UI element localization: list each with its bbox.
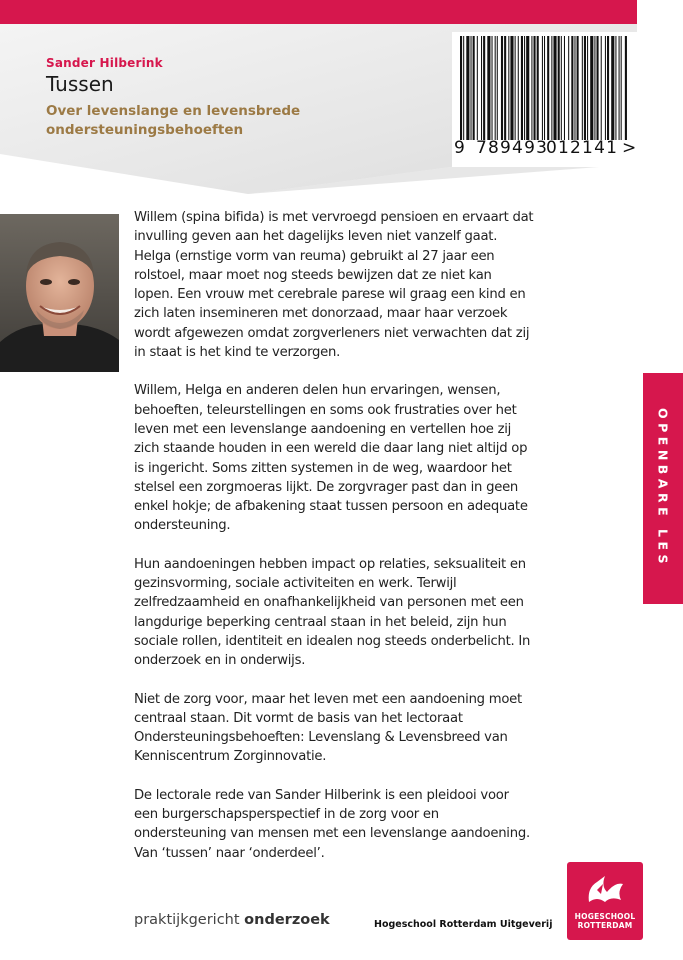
barcode-bar <box>547 36 549 140</box>
top-accent-bar <box>0 0 637 24</box>
blurb-paragraph-4: Niet de zorg voor, maar het leven met een aandoening moet centraal staan. Dit vormt de basis van het lectoraat Ondersteuningsbehoeften: Levenslang & Levensbreed van Kenniscentrum Zorginnovatie. <box>134 691 522 765</box>
author-photo <box>0 214 119 372</box>
barcode-bar <box>611 36 614 140</box>
barcode-bar <box>521 36 523 140</box>
hr-logo-text <box>567 912 643 930</box>
barcode-bar <box>504 36 506 140</box>
series-bold: onderzoek <box>244 912 330 928</box>
blurb-paragraph-2: Willem, Helga en anderen delen hun ervaringen, wensen, behoeften, teleurstellingen en soms ook frustraties over het leven met een levenslange aandoening en vertellen hoe zij zich staande houden in een wereld die daar lang niet altijd op is ingericht. Soms zitten systemen in de weg, waardoor het stelsel een zorgmoeras lijkt. De zorgvrager past dan in geen enkel hokje; de afbakening staat tussen persoon en adequate ondersteuning. <box>134 383 528 534</box>
barcode-bar <box>584 36 586 140</box>
barcode-bar <box>568 36 569 140</box>
hogeschool-rotterdam-logo <box>567 862 643 940</box>
series-name <box>134 912 330 928</box>
barcode-bar <box>564 36 565 140</box>
blurb-paragraph-3: Hun aandoeningen hebben impact op relaties, seksualiteit en gezinsvorming, sociale activiteiten en werk. Terwijl zelfredzaamheid en onafhankelijkheid van personen met een langdurige beperking centraal staan in het beleid, zijn hun sociale rollen, identiteit en idealen nog steeds onderbelicht. In onderzoek en in onderwijs. <box>134 556 531 669</box>
logo-line-2: ROTTERDAM <box>577 921 633 930</box>
author-name: Sander Hilberink <box>46 56 163 70</box>
barcode-bar <box>492 36 493 140</box>
barcode-bar <box>473 36 475 140</box>
barcode-bar <box>587 36 588 140</box>
barcode-group-2: 012141 <box>546 138 619 158</box>
barcode-bar <box>621 36 622 140</box>
barcode-bar <box>495 36 496 140</box>
blurb-paragraph-5: De lectorale rede van Sander Hilberink is een pleidooi voor een burgerschapsperspectief in de zorg voor en ondersteuning van mensen met een levenslange aandoening. Van ‘tussen’ naar ‘onderdeel’. <box>134 787 530 861</box>
back-cover-blurb <box>134 208 534 882</box>
publisher-name: Hogeschool Rotterdam Uitgeverij <box>374 919 553 930</box>
subtitle-line-1: Over levenslange en levensbrede <box>46 103 301 119</box>
book-subtitle <box>46 102 346 140</box>
barcode-lead-digit: 9 <box>454 138 465 158</box>
barcode-group-1: 789493 <box>476 138 549 158</box>
barcode-bar <box>574 36 575 140</box>
barcode-bar <box>577 36 579 140</box>
subtitle-line-2: ondersteuningsbehoeften <box>46 122 244 138</box>
barcode-bar <box>497 36 498 140</box>
barcode-bar <box>508 36 509 140</box>
barcode-bar <box>558 36 560 140</box>
barcode-bar <box>615 36 616 140</box>
barcode-bars <box>458 36 632 140</box>
barcode-bar <box>460 36 462 140</box>
side-tab-label: OPENBARE LES <box>655 407 671 569</box>
barcode-bar <box>605 36 606 140</box>
barcode-bar <box>553 36 556 140</box>
barcode-bar <box>501 36 503 140</box>
barcode-marker: > <box>622 138 637 158</box>
author-portrait-image <box>0 214 119 372</box>
barcode-bar <box>561 36 562 140</box>
barcode-bar <box>601 36 602 140</box>
barcode-bar <box>481 36 482 140</box>
book-title: Tussen <box>46 72 114 96</box>
barcode-bar <box>518 36 519 140</box>
barcode-bar <box>515 36 516 140</box>
barcode-bar <box>607 36 609 140</box>
barcode-bar <box>551 36 552 140</box>
hr-logo-icon <box>567 862 643 912</box>
barcode-bar <box>510 36 513 140</box>
isbn-barcode <box>452 32 638 167</box>
barcode-bar <box>544 36 545 140</box>
barcode-bar <box>477 36 478 140</box>
series-side-tab <box>643 373 683 604</box>
barcode-bar <box>487 36 490 140</box>
barcode-bar <box>594 36 595 140</box>
barcode-bar <box>537 36 539 140</box>
barcode-bar <box>526 36 529 140</box>
barcode-bar <box>590 36 593 140</box>
barcode-bar <box>597 36 599 140</box>
barcode-bar <box>625 36 627 140</box>
barcode-bar <box>463 36 464 140</box>
blurb-paragraph-1: Willem (spina bifida) is met vervroegd pensioen en ervaart dat invulling geven aan het dagelijks leven niet vanzelf gaat. Helga (ernstige vorm van reuma) gebruikt al 27 jaar een rolstoel, maar moet nog steeds bewijzen dat ze niet kan lopen. Een vrouw met cerebrale parese wil graag een kind en zich laten insemineren met donorzaad, maar haar verzoek wordt afgewezen omdat zorgverleners niet verwachten dat zij in staat is het kind te verzorgen. <box>134 210 534 361</box>
barcode-bar <box>534 36 536 140</box>
barcode-bar <box>571 36 573 140</box>
barcode-bar <box>471 36 472 140</box>
barcode-bar <box>619 36 620 140</box>
barcode-bar <box>582 36 583 140</box>
barcode-bar <box>466 36 469 140</box>
barcode-bar <box>531 36 532 140</box>
barcode-bar <box>483 36 485 140</box>
barcode-bar <box>524 36 525 140</box>
series-prefix: praktijkgericht <box>134 912 240 928</box>
logo-line-1: HOGESCHOOL <box>574 912 636 921</box>
barcode-bar <box>542 36 543 140</box>
